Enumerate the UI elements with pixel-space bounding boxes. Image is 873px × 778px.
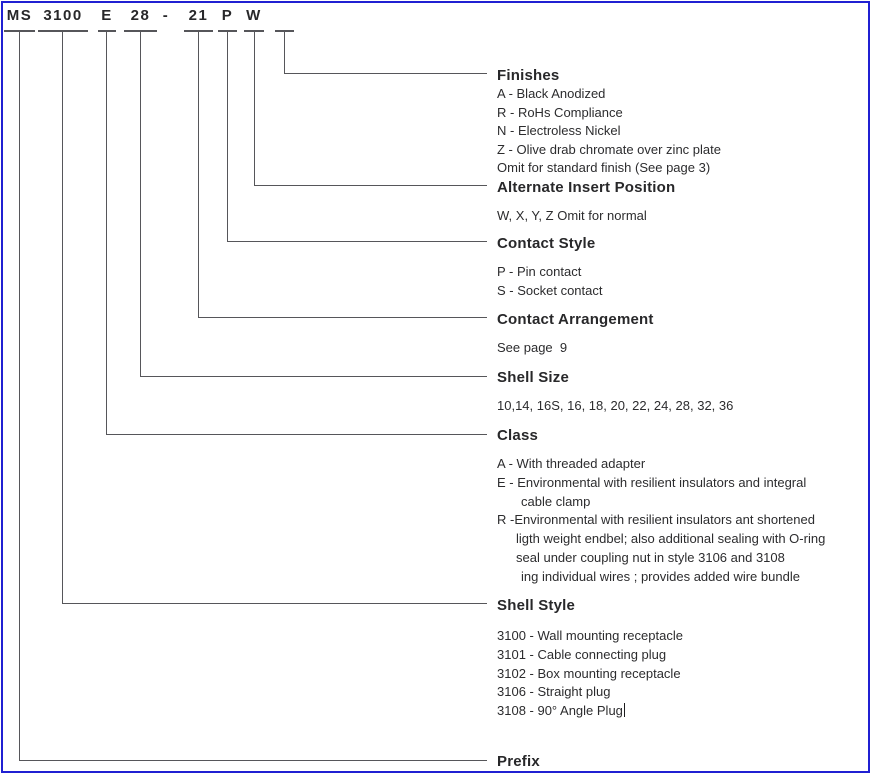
- shell-size-options: 10,14, 16S, 16, 18, 20, 22, 24, 28, 32, 36: [497, 398, 734, 413]
- part-segment-contact-arrangement: 21: [188, 7, 209, 24]
- shell-style-option: 3100 - Wall mounting receptacle: [497, 628, 683, 643]
- finish-option: A - Black Anodized: [497, 86, 606, 101]
- section-prefix: [497, 753, 869, 771]
- section-shell-style: [497, 597, 869, 721]
- shell-style-option: 3101 - Cable connecting plug: [497, 646, 667, 662]
- section-finishes: [497, 67, 869, 178]
- contact-style-option: S - Socket contact: [497, 282, 603, 298]
- finish-option: R - RoHs Compliance: [497, 104, 623, 120]
- shell-style-option: 3106 - Straight plug: [497, 684, 611, 700]
- part-segment-class: E: [101, 7, 113, 24]
- contact-style-option: P - Pin contact: [497, 264, 582, 279]
- shell-style-option-label: 3108 - 90° Angle Plug: [497, 703, 623, 719]
- section-title-class: Class: [497, 427, 539, 444]
- contact-arrangement-note: See page 9: [497, 340, 568, 355]
- part-segment-insert-position: W: [246, 7, 262, 24]
- part-segment-dash: -: [162, 7, 170, 24]
- section-title-shell-size: Shell Size: [497, 369, 570, 386]
- section-title-contact-style: Contact Style: [497, 235, 596, 252]
- part-segment-prefix: MS: [6, 7, 33, 24]
- finish-option: N - Electroless Nickel: [497, 123, 621, 138]
- section-class: [497, 427, 869, 587]
- section-title-finishes: Finishes: [497, 67, 560, 84]
- class-option: E - Environmental with resilient insulators and integral: [497, 474, 807, 490]
- text-cursor: [624, 703, 626, 717]
- class-option-continuation: cable clamp: [521, 493, 591, 509]
- section-title-contact-arrangement: Contact Arrangement: [497, 311, 654, 328]
- section-title-shell-style: Shell Style: [497, 597, 576, 614]
- class-option: R -Environmental with resilient insulators ant shortened: [497, 512, 815, 528]
- finish-note: Omit for standard finish (See page 3): [497, 160, 711, 175]
- section-contact-arrangement: [497, 311, 869, 358]
- part-segment-contact-style: P: [221, 7, 234, 24]
- class-option: A - With threaded adapter: [497, 456, 646, 471]
- class-option-continuation: seal under coupling nut in style 3106 and 3108: [516, 549, 785, 565]
- section-contact-style: [497, 235, 869, 300]
- class-option-continuation: ligth weight endbel; also additional sealing with O-ring: [516, 531, 826, 547]
- shell-style-option: [497, 702, 869, 721]
- connector-prefix: [19, 31, 487, 761]
- shell-style-option: 3102 - Box mounting receptacle: [497, 665, 681, 681]
- part-segment-shell-style: 3100: [43, 7, 83, 24]
- finish-option: Z - Olive drab chromate over zinc plate: [497, 141, 721, 157]
- section-title-alternate-insert-position: Alternate Insert Position: [497, 179, 676, 196]
- section-shell-size: [497, 369, 869, 416]
- part-segment-shell-size: 28: [130, 7, 151, 24]
- insert-position-option: W, X, Y, Z Omit for normal: [497, 208, 647, 223]
- section-title-prefix: Prefix: [497, 753, 540, 770]
- section-alternate-insert-position: [497, 179, 869, 226]
- class-option-continuation: ing individual wires ; provides added wire bundle: [521, 568, 800, 584]
